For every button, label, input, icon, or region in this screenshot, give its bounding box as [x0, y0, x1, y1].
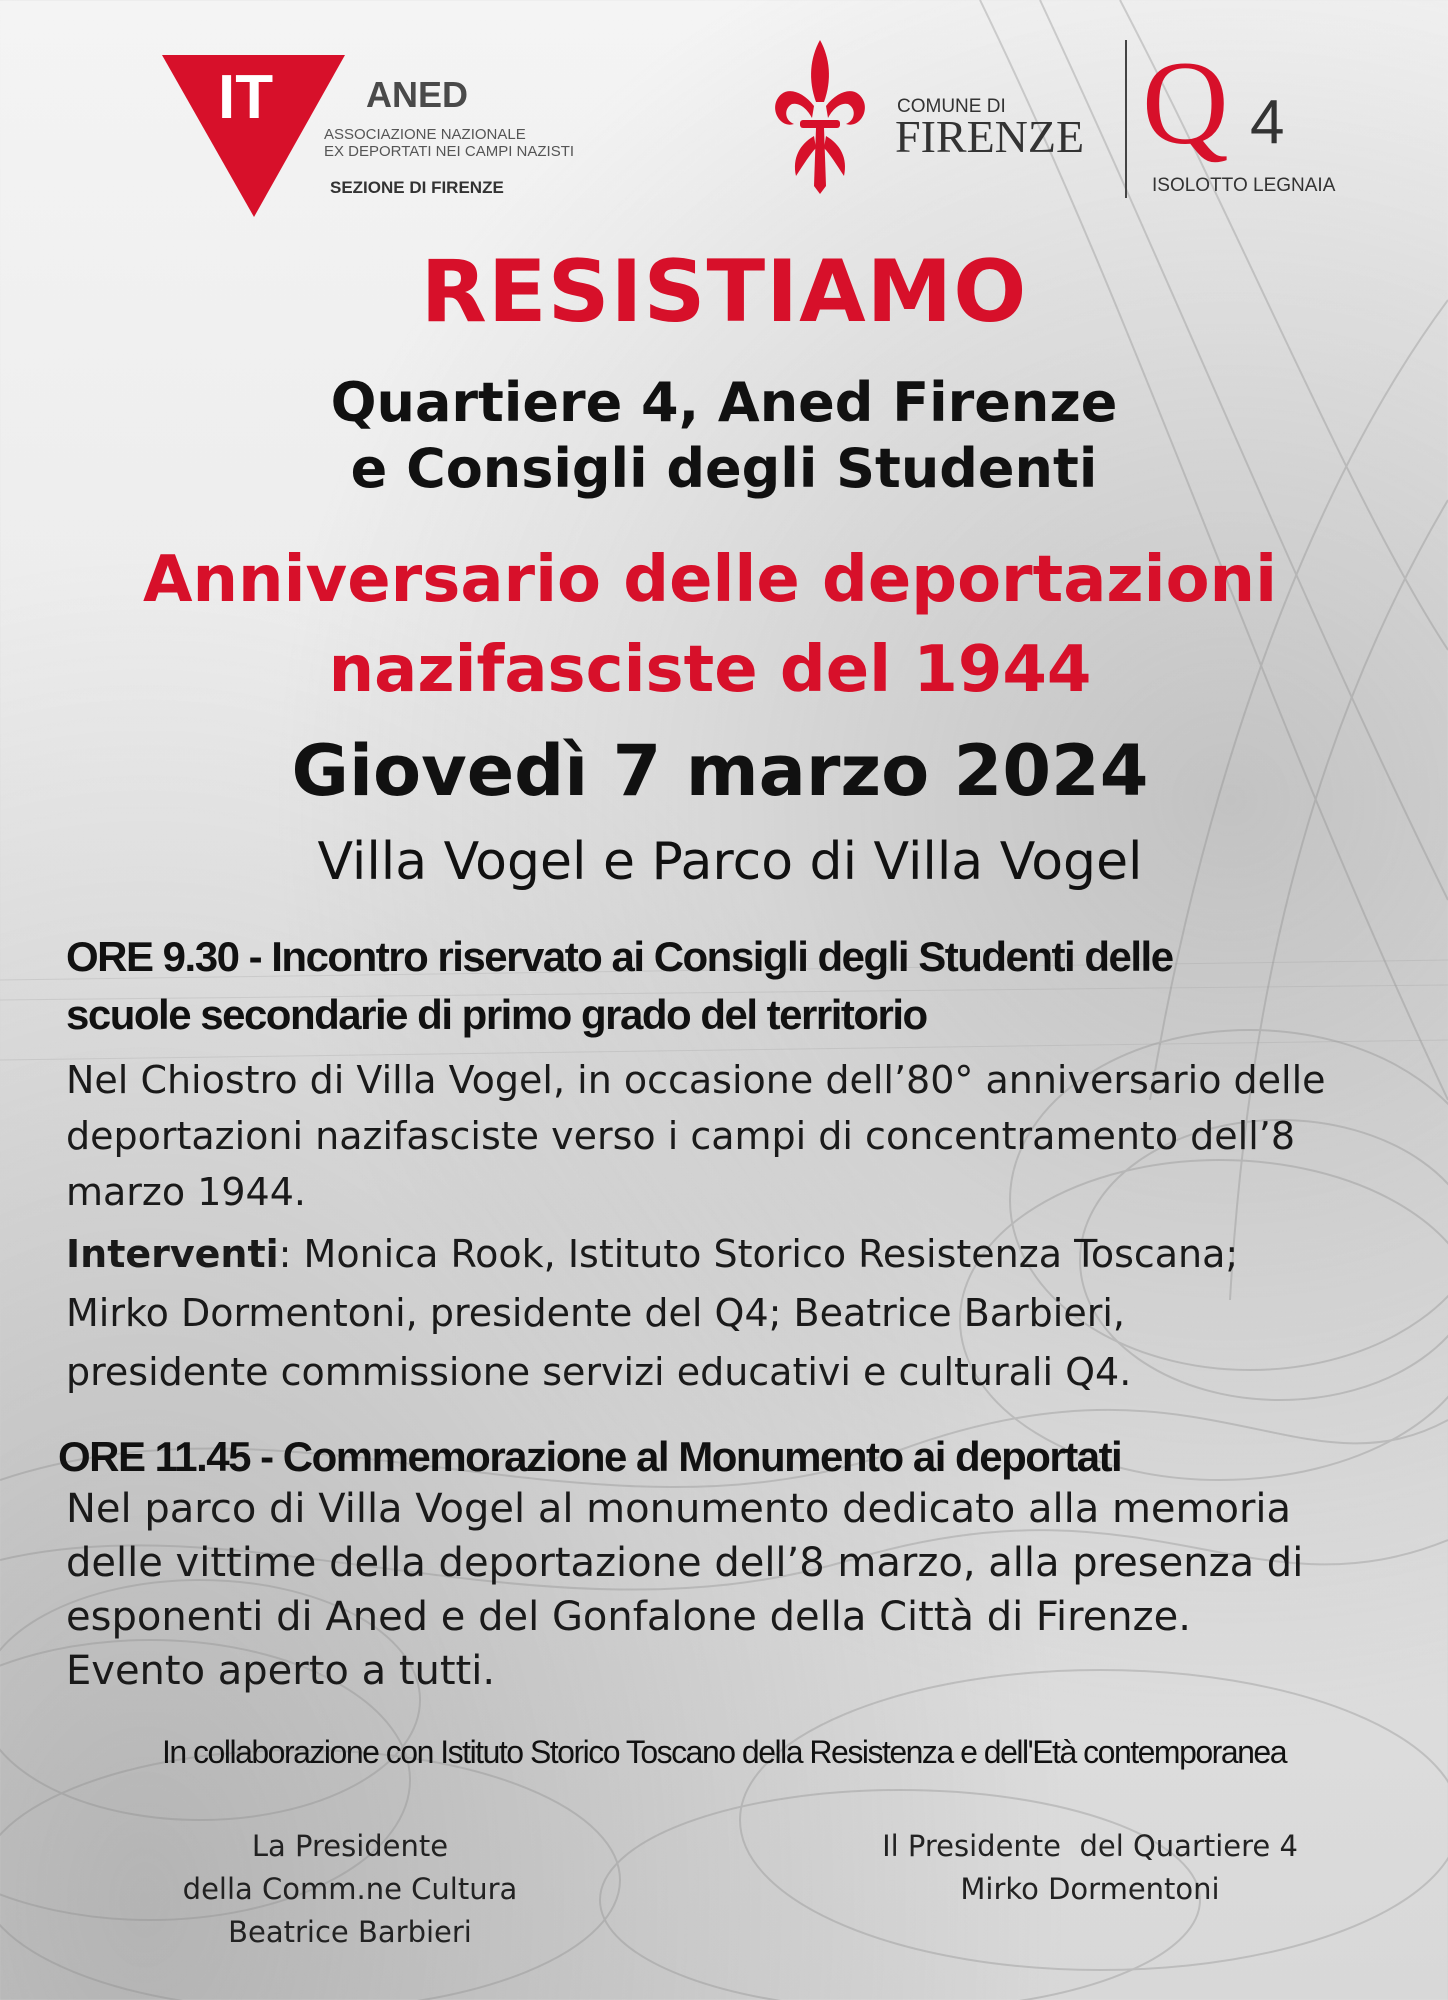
aned-subtitle-line2: EX DEPORTATI NEI CAMPI NAZISTI — [324, 143, 575, 160]
comune-prefix: COMUNE DI — [897, 96, 1006, 117]
program-item-1-text-line: marzo 1944. — [66, 1170, 306, 1214]
aned-name: ANED — [366, 74, 469, 115]
aned-subtitle — [324, 126, 574, 160]
signature-right-line: Mirko Dormentoni — [960, 1872, 1220, 1906]
organizers-line2: e Consigli degli Studenti — [350, 437, 1098, 500]
anniversary-line1: Anniversario delle deportazioni — [142, 543, 1278, 617]
program-item-1-text-line: deportazioni nazifasciste verso i campi di concentramento dell’8 — [66, 1114, 1296, 1158]
signature-right-line: Il Presidente del Quartiere 4 — [882, 1829, 1298, 1863]
speakers-label: Interventi — [66, 1232, 279, 1276]
anniversary-heading — [0, 535, 1420, 715]
program-item-1-text-line: Nel Chiostro di Villa Vogel, in occasione dell’80° anniversario delle — [66, 1058, 1326, 1102]
page-title: RESISTIAMO — [420, 242, 1028, 342]
program-item-2-text-line: Nel parco di Villa Vogel al monumento dedicato alla memoria — [66, 1486, 1292, 1532]
program-item-2-title-line1: ORE 11.45 - Commemorazione al Monumento ai deportati — [58, 1433, 1122, 1480]
program-item-1-title-line2: scuole secondarie di primo grado del territorio — [66, 991, 927, 1038]
signature-left — [120, 1825, 580, 1954]
collaboration-note: In collaborazione con Istituto Storico Toscano della Resistenza e dell'Età contemporanea — [161, 1734, 1287, 1770]
program-item-2-text-line: esponenti di Aned e del Gonfalone della Città di Firenze. — [66, 1594, 1191, 1640]
logo-divider — [1125, 40, 1127, 198]
organizers — [0, 370, 1448, 502]
fleur-de-lis-icon — [770, 36, 870, 196]
event-date: Giovedì 7 marzo 2024 — [291, 730, 1149, 812]
program-item-1-title-line1: ORE 9.30 - Incontro riservato ai Consigli degli Studenti delle — [66, 933, 1173, 980]
speakers-line: Mirko Dormentoni, presidente del Q4; Beatrice Barbieri, — [66, 1291, 1125, 1335]
signature-left-line: La Presidente — [251, 1829, 449, 1863]
speakers-line: presidente commissione servizi educativi e culturali Q4. — [66, 1350, 1132, 1394]
signature-right — [820, 1825, 1360, 1911]
program-item-1-description — [66, 1052, 1426, 1220]
speakers-line — [66, 1225, 1426, 1284]
anniversary-line2: nazifasciste del 1944 — [328, 633, 1092, 707]
program-item-2-text-line: delle vittime della deportazione dell’8 marzo, alla presenza di — [66, 1540, 1304, 1586]
organizers-line1: Quartiere 4, Aned Firenze — [330, 371, 1118, 434]
speakers-text: : Monica Rook, Istituto Storico Resistenza Toscana; — [278, 1232, 1239, 1276]
event-place: Villa Vogel e Parco di Villa Vogel — [317, 832, 1143, 892]
q4-letter: Q — [1142, 36, 1229, 169]
aned-section: SEZIONE DI FIRENZE — [330, 178, 504, 197]
q4-number: 4 — [1250, 88, 1285, 157]
program-item-1-title — [66, 928, 1426, 1044]
program-item-2-text-line: Evento aperto a tutti. — [66, 1648, 496, 1694]
quartiere-name: ISOLOTTO LEGNAIA — [1152, 175, 1336, 196]
program-item-2-title — [58, 1428, 1418, 1486]
program-item-1-speakers — [66, 1225, 1426, 1402]
comune-city: FIRENZE — [895, 111, 1085, 162]
program-item-2-description — [66, 1482, 1426, 1698]
signature-left-line: della Comm.ne Cultura — [182, 1872, 518, 1906]
signature-left-line: Beatrice Barbieri — [228, 1915, 472, 1949]
aned-subtitle-line1: ASSOCIAZIONE NAZIONALE — [324, 126, 526, 143]
aned-badge-text: IT — [218, 63, 274, 132]
